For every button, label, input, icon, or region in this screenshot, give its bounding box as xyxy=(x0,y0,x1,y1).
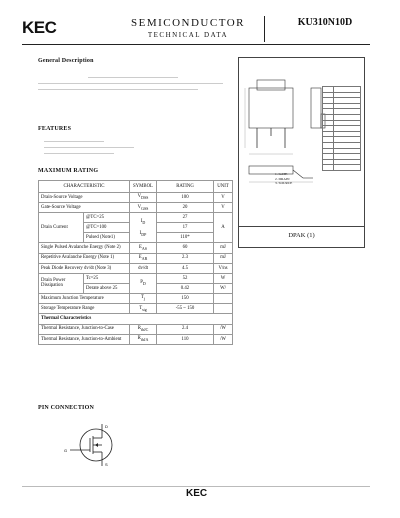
table-row: Drain-Source Voltage $V_{DSS}$ 100 V xyxy=(39,193,233,203)
description-placeholder-lines xyxy=(38,72,228,95)
col-rating: RATING xyxy=(157,181,214,193)
col-symbol: SYMBOL xyxy=(130,181,157,193)
table-row: Single Pulsed Avalanche Energy (Note 2) $E_{AS}$ 60 mJ xyxy=(39,243,233,253)
max-rating-table xyxy=(38,180,233,345)
table-row: Gate-Source Voltage $V_{GSS}$ 20 V xyxy=(39,203,233,213)
header-subtitle: TECHNICAL DATA xyxy=(147,31,229,39)
pin-list xyxy=(275,172,292,186)
pin-source-label: 3. SOURCE xyxy=(275,181,293,185)
max-rating-heading: MAXIMUM RATING xyxy=(38,168,99,174)
pin-gate-label: 1. GATE xyxy=(275,172,288,176)
table-row: Drain Current @TC=25 @TC=100 Pulsed (Note1) $I_D$ $I_{DP}$ 27 17 110* A xyxy=(39,213,233,243)
table-row: Storage Temperature Range $T_{stg}$ -55 ~ 150 xyxy=(39,304,233,314)
mosfet-symbol xyxy=(62,420,122,470)
svg-text:S: S xyxy=(105,462,108,467)
table-row: Drain Power Dissipation Tc=25 Derate above 25 $P_D$ 52 0.42 W W/ xyxy=(39,273,233,293)
table-row: Thermal Characteristics xyxy=(39,314,233,324)
header-divider-vertical xyxy=(264,16,265,42)
part-number: KU310N10D xyxy=(297,17,353,28)
svg-text:D: D xyxy=(105,424,108,429)
footer-rule xyxy=(22,486,370,487)
features-heading: FEATURES xyxy=(38,126,72,132)
col-characteristic: CHARACTERISTIC xyxy=(39,181,130,193)
header-rule xyxy=(22,44,370,45)
footer-kec-logo: KEC xyxy=(186,488,208,499)
pin-drain-label: 2. DRAIN xyxy=(275,176,290,181)
table-row: Peak Diode Recovery dv/dt (Note 3) dv/dt 4.5 V/ns xyxy=(39,263,233,273)
pin-connection-heading: PIN CONNECTION xyxy=(38,405,94,411)
table-row: Thermal Resistance, Junction-to-Ambient $R_{thJA}$ 110 /W xyxy=(39,334,233,344)
features-placeholder-lines xyxy=(44,136,194,159)
col-unit: UNIT xyxy=(214,181,233,193)
table-row: Maximum Junction Temperature $T_j$ 150 xyxy=(39,293,233,303)
table-row: Repetitive Avalanche Energy (Note 1) $E_{AR}$ 2.3 mJ xyxy=(39,253,233,263)
general-description-heading: General Description xyxy=(38,58,94,64)
package-caption: DPAK (1) xyxy=(238,225,365,248)
header-title: SEMICONDUCTOR xyxy=(130,17,246,29)
svg-text:G: G xyxy=(64,448,68,453)
dimension-table xyxy=(322,86,361,171)
kec-logo: KEC xyxy=(22,18,57,37)
table-row: Thermal Resistance, Junction-to-Case $R_{thJC}$ 2.4 /W xyxy=(39,324,233,334)
